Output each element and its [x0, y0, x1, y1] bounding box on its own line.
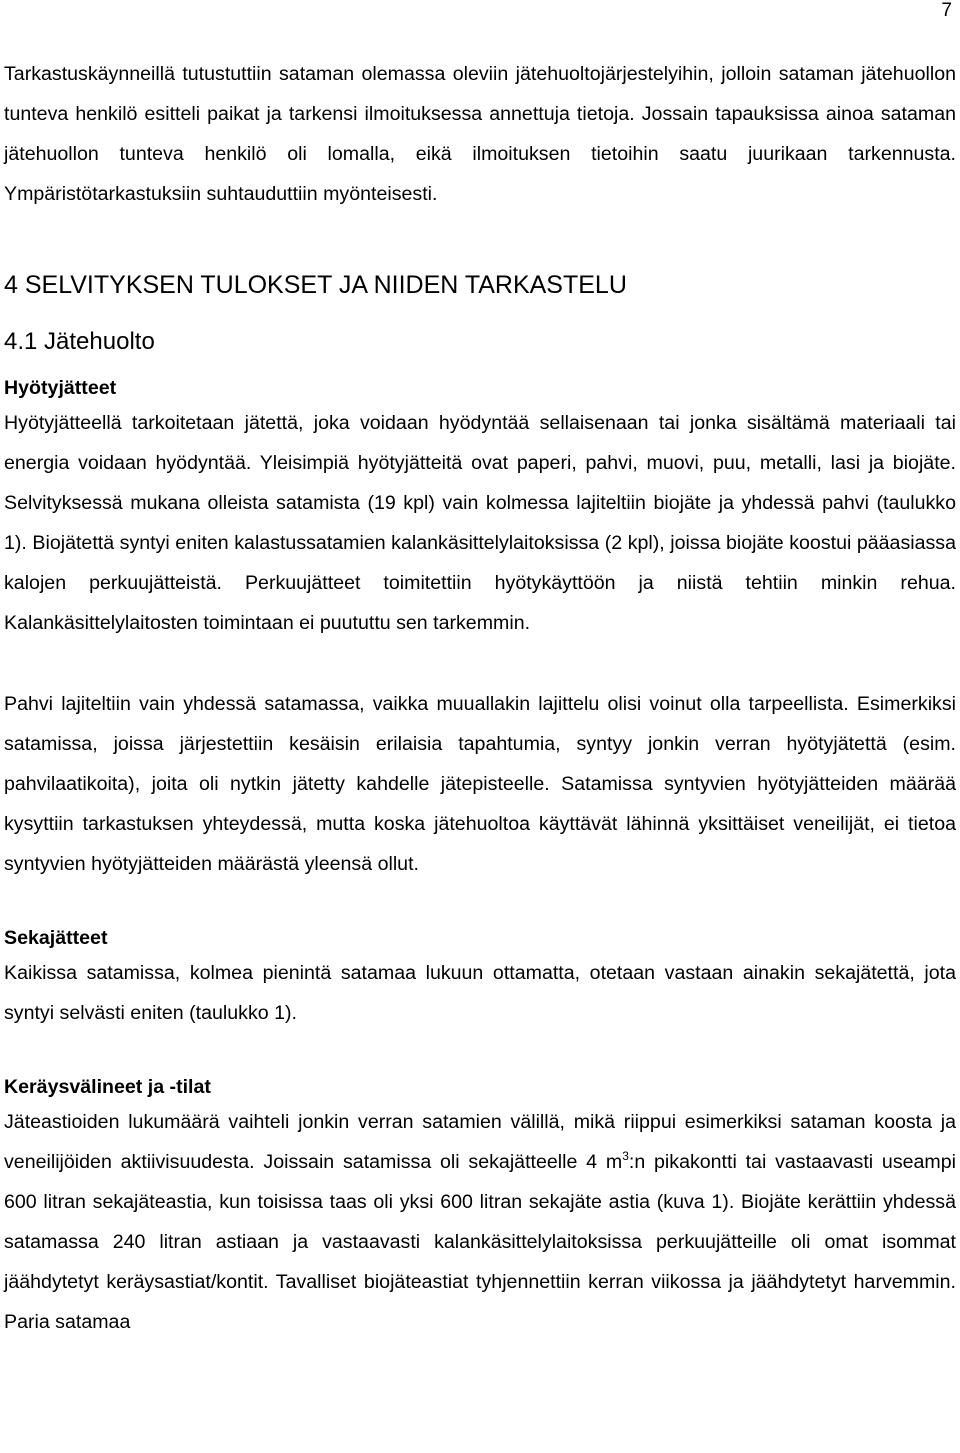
keraysvalineet-text-2: :n pikakontti tai vastaavasti useampi 600 litran sekajäteastia, kun toisissa taas oli yksi 600 litran sekajäte astia (kuva 1). Biojäte kerättiin yhdessä satamassa 240 litran astiaan ja vastaavasti kalankäsittelylaitoksissa perkuujätteille oli omat isommat jäähdytetyt keräysastiat/kontit. Tavalliset biojäteastiat tyhjennettiin kerran viikossa ja jäähdytetyt harvemmin. Paria satamaa — [4, 1151, 956, 1333]
subheading-sekajatteet: Sekajätteet — [4, 927, 108, 949]
intro-paragraph: Tarkastuskäynneillä tutustuttiin sataman olemassa oleviin jätehuoltojärjestelyihin, jolloin sataman jätehuollon tunteva henkilö esitteli paikat ja tarkensi ilmoituksessa annettuja tietoja. Jossain tapauksissa ainoa sataman jätehuollon tunteva henkilö oli lomalla, eikä ilmoituksen tietoihin saatu juurikaan tarkennusta. Ympäristötarkastuksiin suhtauduttiin myönteisesti. — [4, 63, 956, 205]
hyotyjatteet-paragraph-1: Hyötyjätteellä tarkoitetaan jätettä, joka voidaan hyödyntää sellaisenaan tai jonka sisältämä materiaali tai energia voidaan hyödyntää. Yleisimpiä hyötyjätteitä ovat paperi, pahvi, muovi, puu, metalli, lasi ja biojäte. Selvityksessä mukana olleista satamista (19 kpl) vain kolmessa lajiteltiin biojäte ja yhdessä pahvi (taulukko 1). Biojätettä syntyi eniten kalastussatamien kalankäsittelylaitoksissa (2 kpl), joissa biojäte koostui pääasiassa kalojen perkuujätteistä. Perkuujätteet toimitettiin hyötykäyttöön ja niistä tehtiin minkin rehua. Kalankäsittelylaitosten toimintaan ei puututtu sen tarkemmin. — [4, 412, 956, 634]
sekajatteet-paragraph: Kaikissa satamissa, kolmea pienintä satamaa lukuun ottamatta, otetaan vastaan ainakin sekajätettä, jota syntyi selvästi eniten (taulukko 1). — [4, 962, 956, 1024]
paragraph-spacer — [4, 884, 956, 923]
document-body — [4, 54, 956, 1342]
paragraph-spacer — [4, 1033, 956, 1072]
subheading-keraysvalineet: Keräysvälineet ja -tilat — [4, 1076, 211, 1098]
superscript-exponent: 3 — [622, 1149, 629, 1163]
hyotyjatteet-paragraph-2: Pahvi lajiteltiin vain yhdessä satamassa, vaikka muuallakin lajittelu olisi voinut olla tarpeellista. Esimerkiksi satamissa, joissa järjestettiin kesäisin erilaisia tapahtumia, syntyy jonkin verran hyötyjätettä (esim. pahvilaatikoita), joita oli nytkin jätetty kahdelle jätepisteelle. Satamissa syntyvien hyötyjätteiden määrää kysyttiin tarkastuksen yhteydessä, mutta koska jätehuoltoa käyttävät lähinnä yksittäiset veneilijät, ei tietoa syntyvien hyötyjätteiden määrästä yleensä ollut. — [4, 693, 956, 875]
subheading-hyotyjatteet: Hyötyjätteet — [4, 377, 117, 399]
page-number: 7 — [941, 0, 952, 21]
keraysvalineet-paragraph — [4, 1102, 956, 1342]
keraysvalineet-text-1: Jäteastioiden lukumäärä vaihteli jonkin verran satamien välillä, mikä riippui esimerkiksi sataman koosta ja veneilijöiden aktiivisuudesta. Joissain satamissa oli sekajätteelle 4 m — [4, 1111, 956, 1173]
section-heading: 4.1 Jätehuolto — [4, 328, 155, 355]
paragraph-spacer — [4, 643, 956, 684]
chapter-heading: 4 SELVITYKSEN TULOKSET JA NIIDEN TARKASTELU — [4, 271, 627, 299]
